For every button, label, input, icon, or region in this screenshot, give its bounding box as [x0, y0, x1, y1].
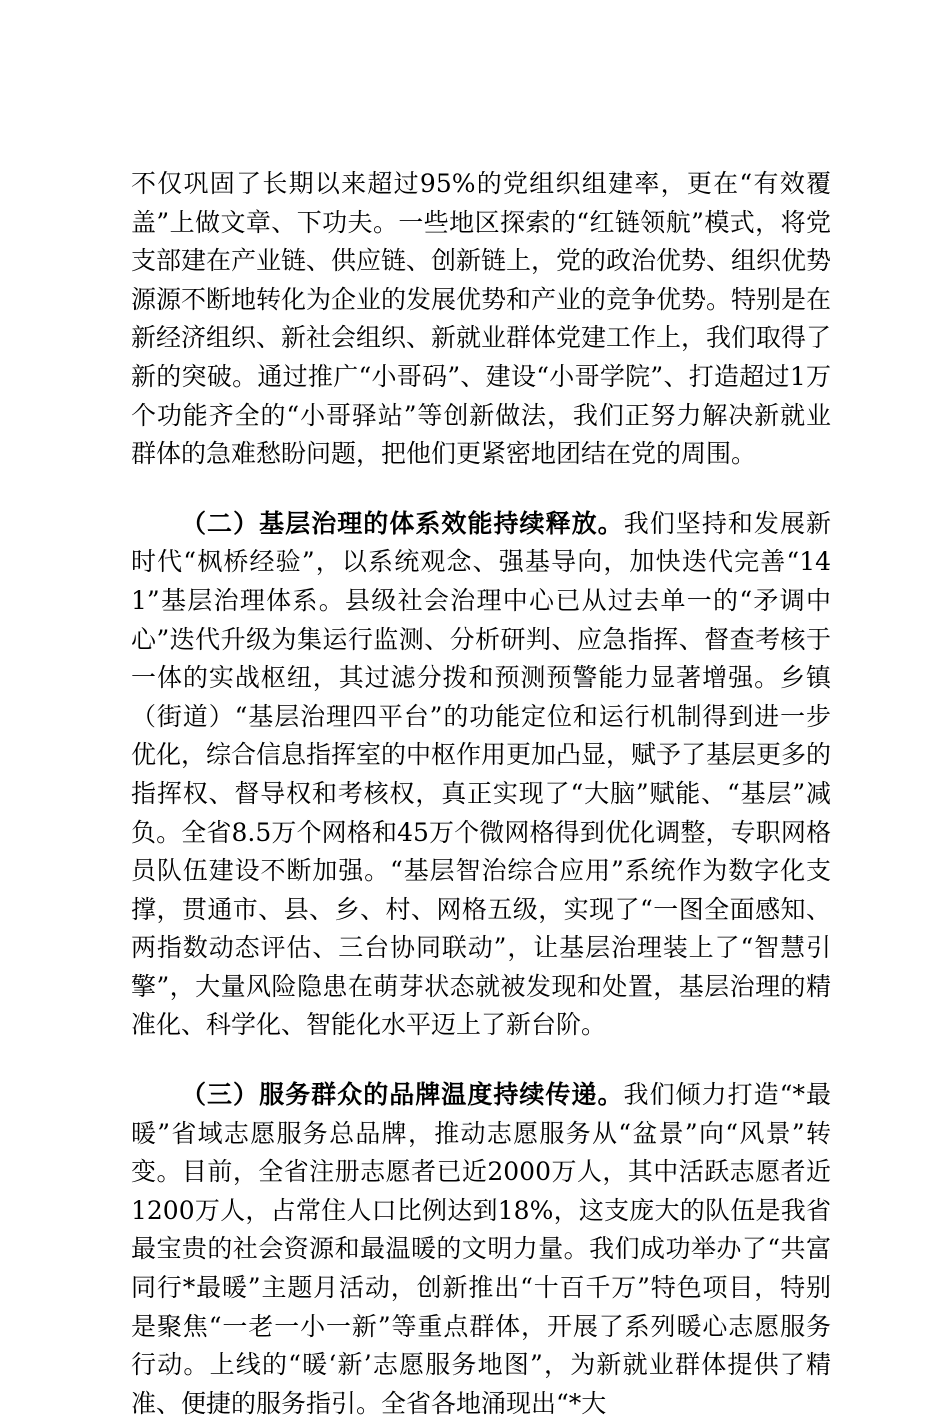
paragraph-volunteer-service — [131, 1076, 831, 1423]
paragraph-spacer — [131, 474, 831, 505]
paragraph-party-building — [131, 165, 831, 474]
paragraph-body: 我们坚持和发展新时代“枫桥经验”，以系统观念、强基导向，加快迭代完善“141”基层治理体系。县级社会治理中心已从过去单一的“矛调中心”迭代升级为集运行监测、分析研判、应急指挥、督查考核于一体的实战枢纽，其过滤分拨和预测预警能力显著增强。乡镇（街道）“基层治理四平台”的功能定位和运行机制得到进一步优化，综合信息指挥室的中枢作用更加凸显，赋予了基层更多的指挥权、督导权和考核权，真正实现了“大脑”赋能、“基层”减负。全省8.5万个网格和45万个微网格得到优化调整，专职网格员队伍建设不断加强。“基层智治综合应用”系统作为数字化支撑，贯通市、县、乡、村、网格五级，实现了“一图全面感知、两指数动态评估、三台协同联动”，让基层治理装上了“智慧引擎”，大量风险隐患在萌芽状态就被发现和处置，基层治理的精准化、科学化、智能化水平迈上了新台阶。 — [131, 508, 832, 1040]
paragraph-body: 我们倾力打造“*最暖”省域志愿服务总品牌，推动志愿服务从“盆景”向“风景”转变。目前，全省注册志愿者已近2000万人，其中活跃志愿者近1200万人，占常住人口比例达到18%，这支庞大的队伍是我省最宝贵的社会资源和最温暖的文明力量。我们成功举办了“共富同行*最暖”主题月活动，创新推出“十百千万”特色项目，特别是聚焦“一老一小一新”等重点群体，开展了系列暖心志愿服务行动。上线的“暖‘新’志愿服务地图”，为新就业群体提供了精准、便捷的服务指引。全省各地涌现出“*大 — [131, 1080, 831, 1418]
paragraph-spacer — [131, 1045, 831, 1076]
paragraph-body: 不仅巩固了长期以来超过95%的党组织组建率，更在“有效覆盖”上做文章、下功夫。一些地区探索的“红链领航”模式，将党支部建在产业链、供应链、创新链上，党的政治优势、组织优势源源不断地转化为企业的发展优势和产业的竞争优势。特别是在新经济组织、新社会组织、新就业群体党建工作上，我们取得了新的突破。通过推广“小哥码”、建设“小哥学院”、打造超过1万个功能齐全的“小哥驿站”等创新做法，我们正努力解决新就业群体的急难愁盼问题，把他们更紧密地团结在党的周围。 — [131, 169, 832, 469]
section-heading: （三）服务群众的品牌温度持续传递。 — [181, 1080, 624, 1110]
section-heading: （二）基层治理的体系效能持续释放。 — [181, 508, 624, 538]
paragraph-grassroots-governance — [131, 505, 831, 1045]
document-page — [131, 165, 831, 1423]
